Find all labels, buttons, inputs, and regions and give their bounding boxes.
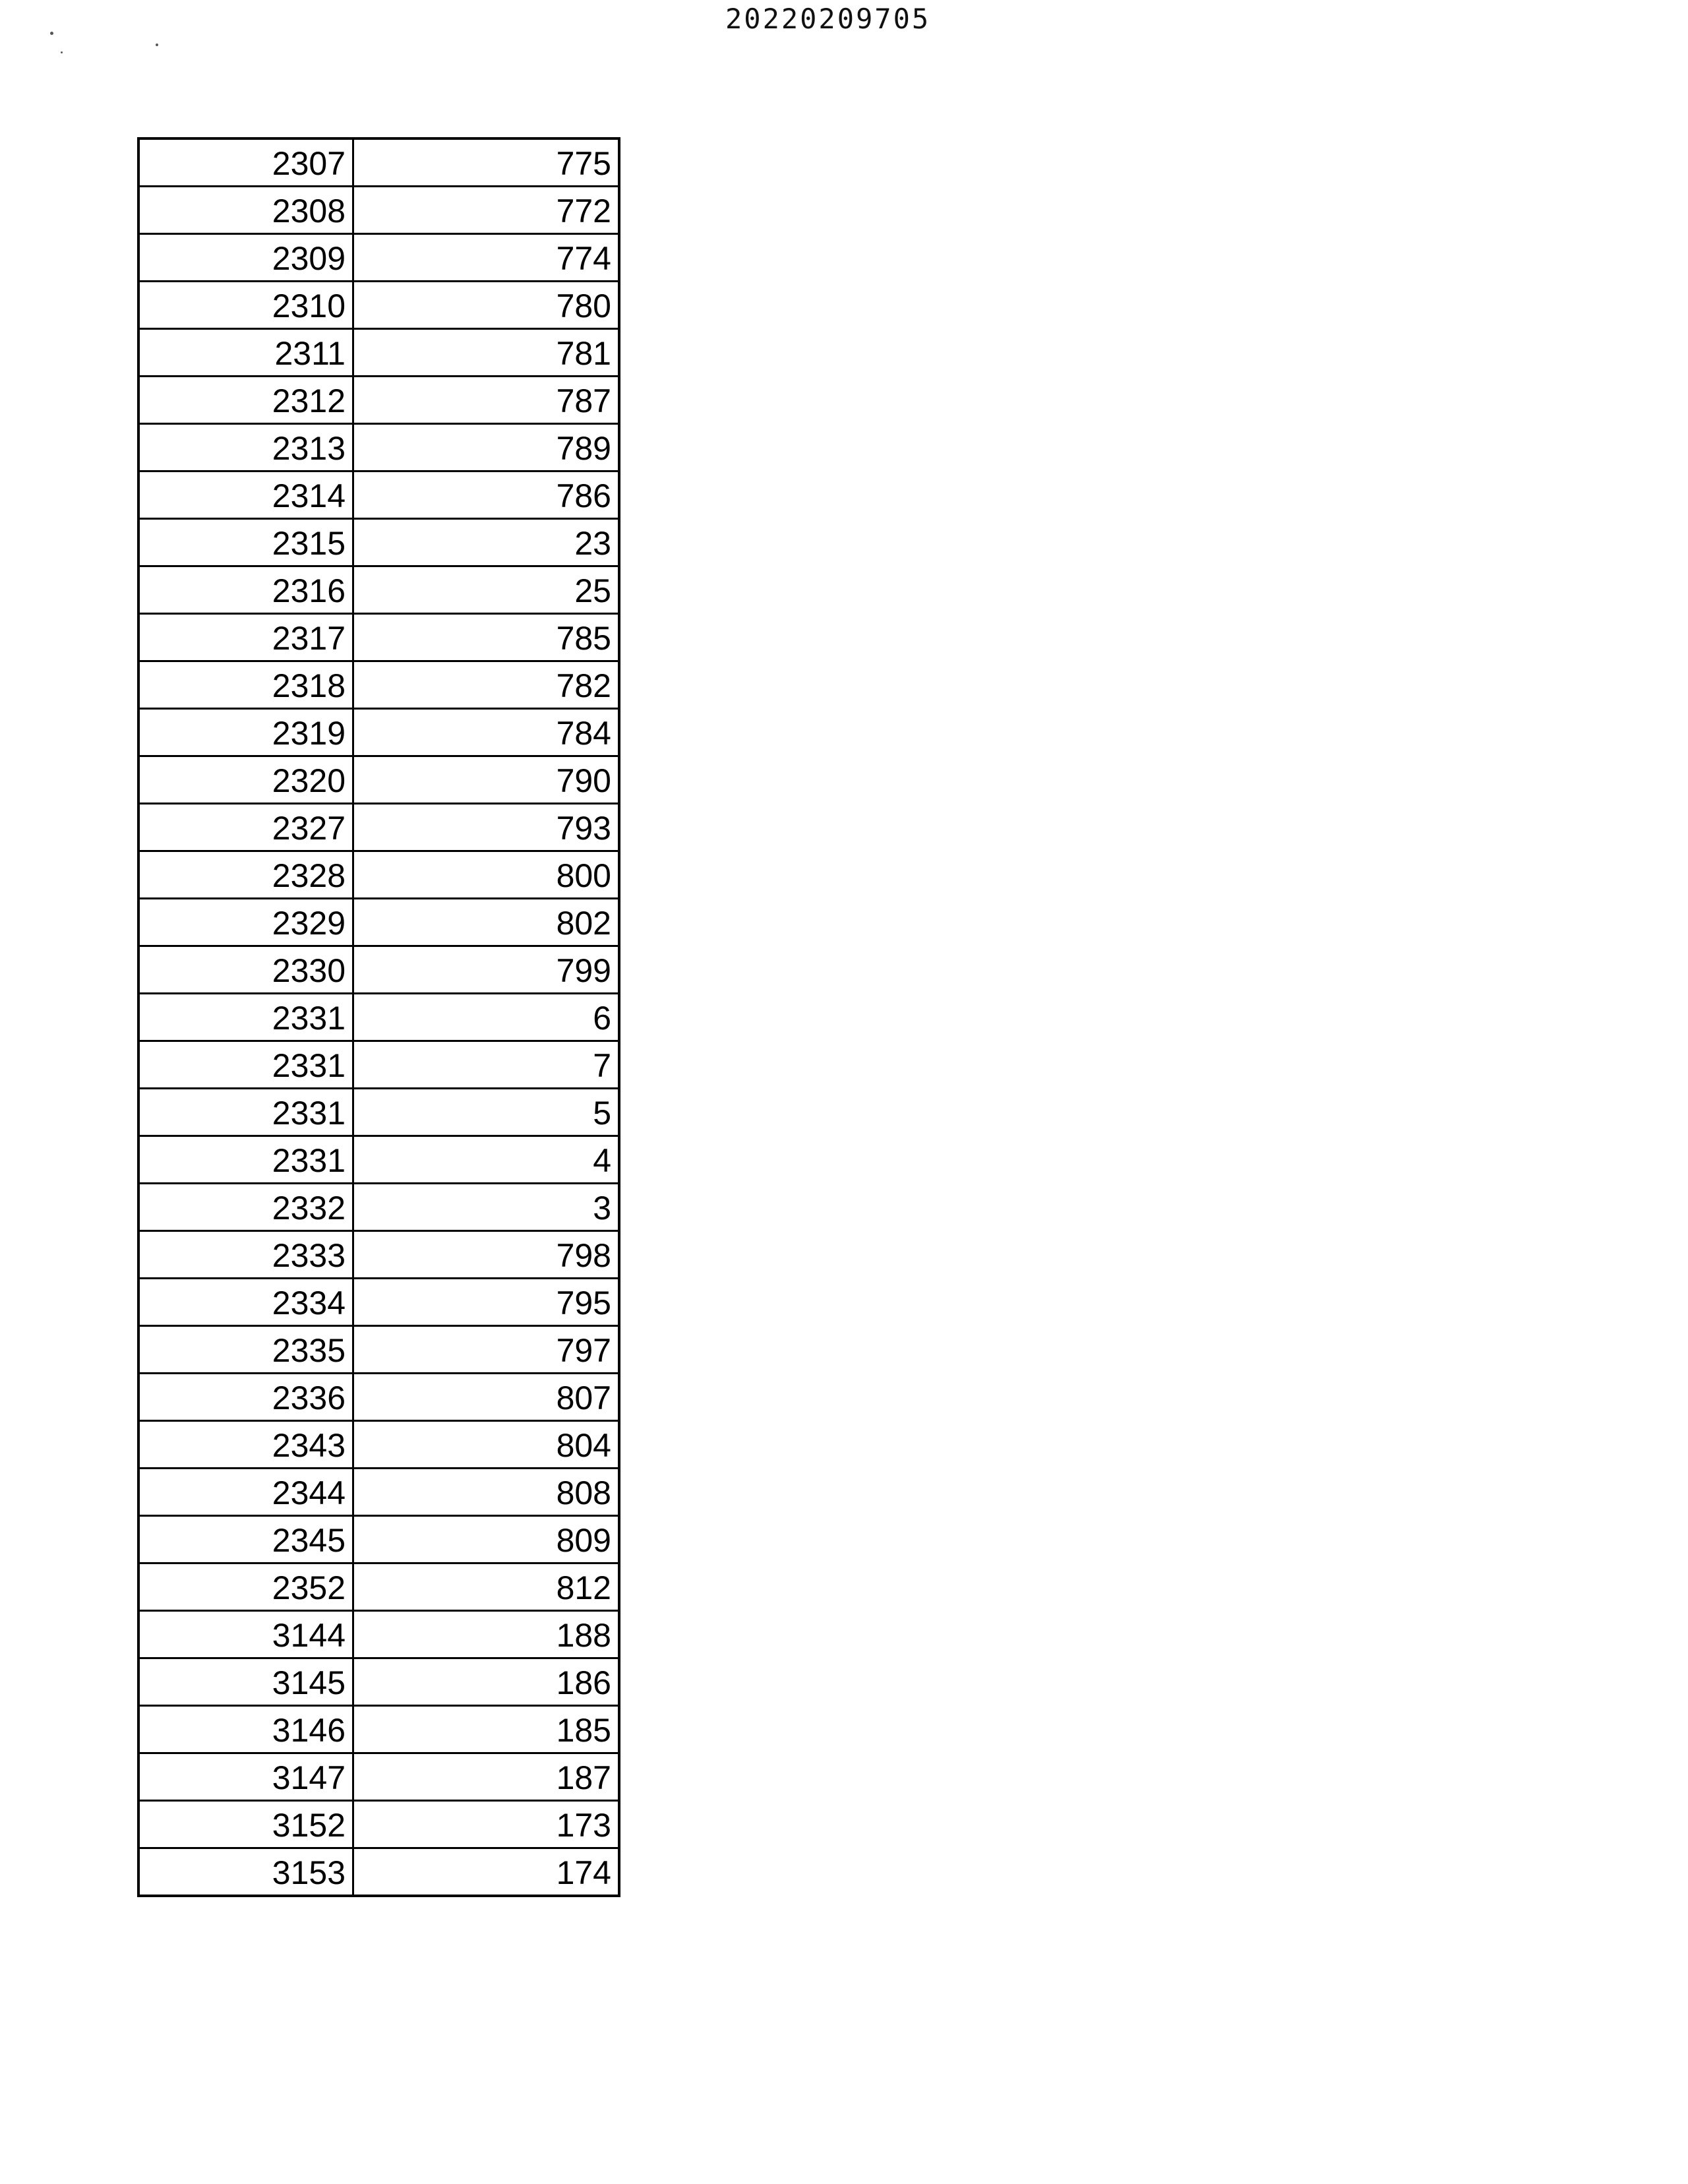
table-cell-col-1: 2313 [138,424,353,471]
table-cell-col-2: 798 [353,1231,620,1279]
table-cell-col-1: 3152 [138,1801,353,1848]
table-row [138,519,619,566]
table-row [138,1374,619,1421]
table-row [138,1611,619,1658]
table-body [138,138,619,1896]
table-cell-col-1: 2331 [138,994,353,1041]
table-row [138,329,619,377]
table-cell-col-1: 2310 [138,282,353,329]
table-row [138,756,619,804]
table-cell-col-1: 2343 [138,1421,353,1469]
table-cell-col-1: 2315 [138,519,353,566]
table-cell-col-2: 25 [353,566,620,614]
table-cell-col-2: 795 [353,1279,620,1326]
table-row [138,424,619,471]
table-cell-col-1: 2328 [138,851,353,899]
table-row [138,1184,619,1231]
table-cell-col-2: 799 [353,946,620,994]
table-cell-col-1: 2331 [138,1089,353,1136]
table-cell-col-2: 802 [353,899,620,946]
data-table [137,137,620,1897]
table-row [138,1469,619,1516]
table-cell-col-1: 2329 [138,899,353,946]
table-cell-col-2: 7 [353,1041,620,1089]
table-cell-col-1: 2317 [138,614,353,661]
table-row [138,234,619,282]
scan-speck [156,44,158,46]
table-cell-col-1: 3146 [138,1706,353,1753]
table-cell-col-1: 2307 [138,138,353,187]
table-row [138,851,619,899]
table-cell-col-2: 23 [353,519,620,566]
table-row [138,187,619,234]
scan-speck [50,32,53,35]
table-cell-col-1: 2312 [138,377,353,424]
table-row [138,1421,619,1469]
table-cell-col-2: 785 [353,614,620,661]
table-cell-col-1: 2331 [138,1136,353,1184]
table-row [138,138,619,187]
table-row [138,1848,619,1896]
table-row [138,946,619,994]
table-cell-col-1: 2330 [138,946,353,994]
table-cell-col-1: 2345 [138,1516,353,1563]
table-cell-col-2: 804 [353,1421,620,1469]
table-cell-col-2: 784 [353,709,620,756]
table-row [138,661,619,709]
table-cell-col-2: 174 [353,1848,620,1896]
table-row [138,1658,619,1706]
table-row [138,377,619,424]
table-cell-col-1: 2333 [138,1231,353,1279]
table-cell-col-2: 188 [353,1611,620,1658]
table-cell-col-2: 774 [353,234,620,282]
table-row [138,1753,619,1801]
table-cell-col-2: 807 [353,1374,620,1421]
table-cell-col-1: 2316 [138,566,353,614]
table-row [138,1041,619,1089]
table-cell-col-2: 793 [353,804,620,851]
table-cell-col-2: 800 [353,851,620,899]
table-cell-col-2: 173 [353,1801,620,1848]
table-cell-col-1: 2327 [138,804,353,851]
table-cell-col-2: 185 [353,1706,620,1753]
table-cell-col-2: 809 [353,1516,620,1563]
table-cell-col-1: 3144 [138,1611,353,1658]
table-cell-col-2: 808 [353,1469,620,1516]
table-row [138,1089,619,1136]
table-cell-col-1: 2311 [138,329,353,377]
scan-speck [61,51,63,53]
table-cell-col-2: 781 [353,329,620,377]
table-cell-col-1: 2309 [138,234,353,282]
table-cell-col-2: 787 [353,377,620,424]
table-cell-col-1: 2352 [138,1563,353,1611]
table-cell-col-1: 2335 [138,1326,353,1374]
table-cell-col-1: 3147 [138,1753,353,1801]
table-cell-col-1: 3145 [138,1658,353,1706]
table-cell-col-1: 2308 [138,187,353,234]
table-cell-col-2: 187 [353,1753,620,1801]
table-cell-col-2: 812 [353,1563,620,1611]
table-row [138,614,619,661]
table-row [138,1136,619,1184]
table-cell-col-1: 2314 [138,471,353,519]
table-row [138,1801,619,1848]
table-cell-col-2: 797 [353,1326,620,1374]
table-row [138,1706,619,1753]
table-row [138,1516,619,1563]
table-row [138,709,619,756]
table-row [138,899,619,946]
table-row [138,1279,619,1326]
table-cell-col-2: 786 [353,471,620,519]
table-cell-col-2: 4 [353,1136,620,1184]
table-row [138,1231,619,1279]
table-cell-col-1: 2320 [138,756,353,804]
table-cell-col-1: 2336 [138,1374,353,1421]
table-row [138,1326,619,1374]
table-cell-col-2: 5 [353,1089,620,1136]
table-cell-col-2: 775 [353,138,620,187]
table-row [138,566,619,614]
table-row [138,1563,619,1611]
table-row [138,471,619,519]
table-row [138,282,619,329]
document-number: 20220209705 [725,3,931,35]
table-cell-col-2: 772 [353,187,620,234]
table-cell-col-2: 3 [353,1184,620,1231]
table-cell-col-2: 790 [353,756,620,804]
table-row [138,994,619,1041]
table-cell-col-1: 2319 [138,709,353,756]
table-cell-col-1: 3153 [138,1848,353,1896]
table-cell-col-1: 2332 [138,1184,353,1231]
table-cell-col-1: 2344 [138,1469,353,1516]
table-cell-col-1: 2331 [138,1041,353,1089]
table-cell-col-2: 186 [353,1658,620,1706]
table-cell-col-1: 2318 [138,661,353,709]
table-row [138,804,619,851]
table-cell-col-1: 2334 [138,1279,353,1326]
table-cell-col-2: 789 [353,424,620,471]
table-cell-col-2: 782 [353,661,620,709]
table-cell-col-2: 6 [353,994,620,1041]
table-cell-col-2: 780 [353,282,620,329]
